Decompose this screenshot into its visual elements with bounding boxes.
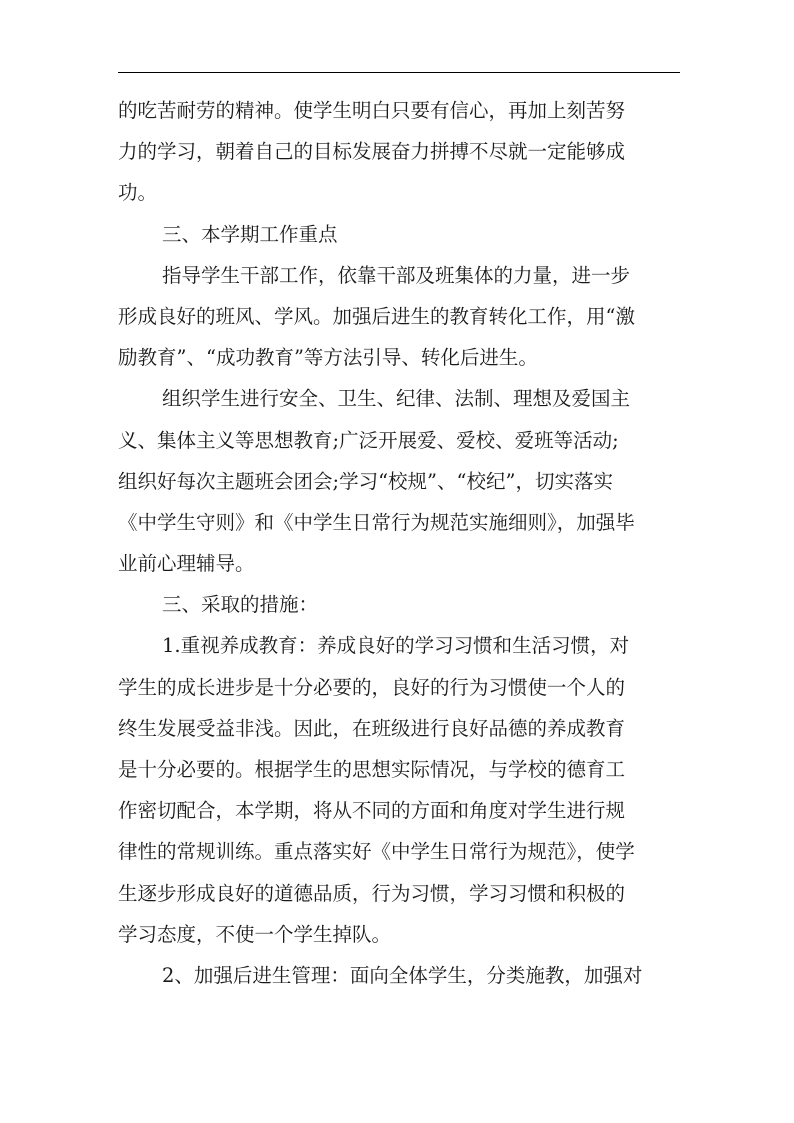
- text-line: 是十分必要的。根据学生的思想实际情况，与学校的德育工: [118, 758, 626, 781]
- text-line: 励教育”、“成功教育”等方法引导、转化后进生。: [118, 346, 538, 370]
- text-line: 生逐步形成良好的道德品质，行为习惯，学习习惯和积极的: [118, 881, 626, 905]
- text-line: 《中学生守则》和《中学生日常行为规范实施细则》，加强毕: [118, 510, 635, 534]
- text-line: 2、加强后进生管理：面向全体学生，分类施教，加强对: [162, 963, 643, 987]
- text-line: 指导学生干部工作，依靠干部及班集体的力量，进一步: [162, 263, 631, 287]
- text-line: 三、采取的措施：: [162, 593, 319, 617]
- document-body: [118, 90, 684, 996]
- text-line: 组织学生进行安全、卫生、纪律、法制、理想及爱国主: [162, 387, 631, 411]
- header-divider: [118, 72, 680, 73]
- text-line: 义、集体主义等思想教育;广泛开展爱、爱校、爱班等活动;: [118, 428, 619, 452]
- text-line: 学生的成长进步是十分必要的，良好的行为习惯使一个人的: [118, 675, 626, 699]
- text-line: 功。: [118, 181, 158, 205]
- text-line: 1.重视养成教育：养成良好的学习习惯和生活习惯，对: [162, 634, 630, 658]
- text-line: 的吃苦耐劳的精神。使学生明白只要有信心，再加上刻苦努: [118, 99, 626, 122]
- text-line: 力的学习，朝着自己的目标发展奋力拼搏不尽就一定能够成: [118, 140, 626, 164]
- text-line: 终生发展受益非浅。因此，在班级进行良好品德的养成教育: [118, 716, 626, 740]
- text-line: 学习态度，不使一个学生掉队。: [118, 922, 392, 946]
- text-line: 三、本学期工作重点: [162, 222, 338, 246]
- text-line: 业前心理辅导。: [118, 552, 255, 576]
- text-line: 作密切配合，本学期，将从不同的方面和角度对学生进行规: [118, 799, 626, 823]
- text-line: 组织好每次主题班会团会;学习“校规”、“校纪”，切实落实: [118, 469, 613, 493]
- text-line: 形成良好的班风、学风。加强后进生的教育转化工作，用“激: [118, 304, 635, 328]
- text-line: 律性的常规训练。重点落实好《中学生日常行为规范》，使学: [118, 840, 635, 864]
